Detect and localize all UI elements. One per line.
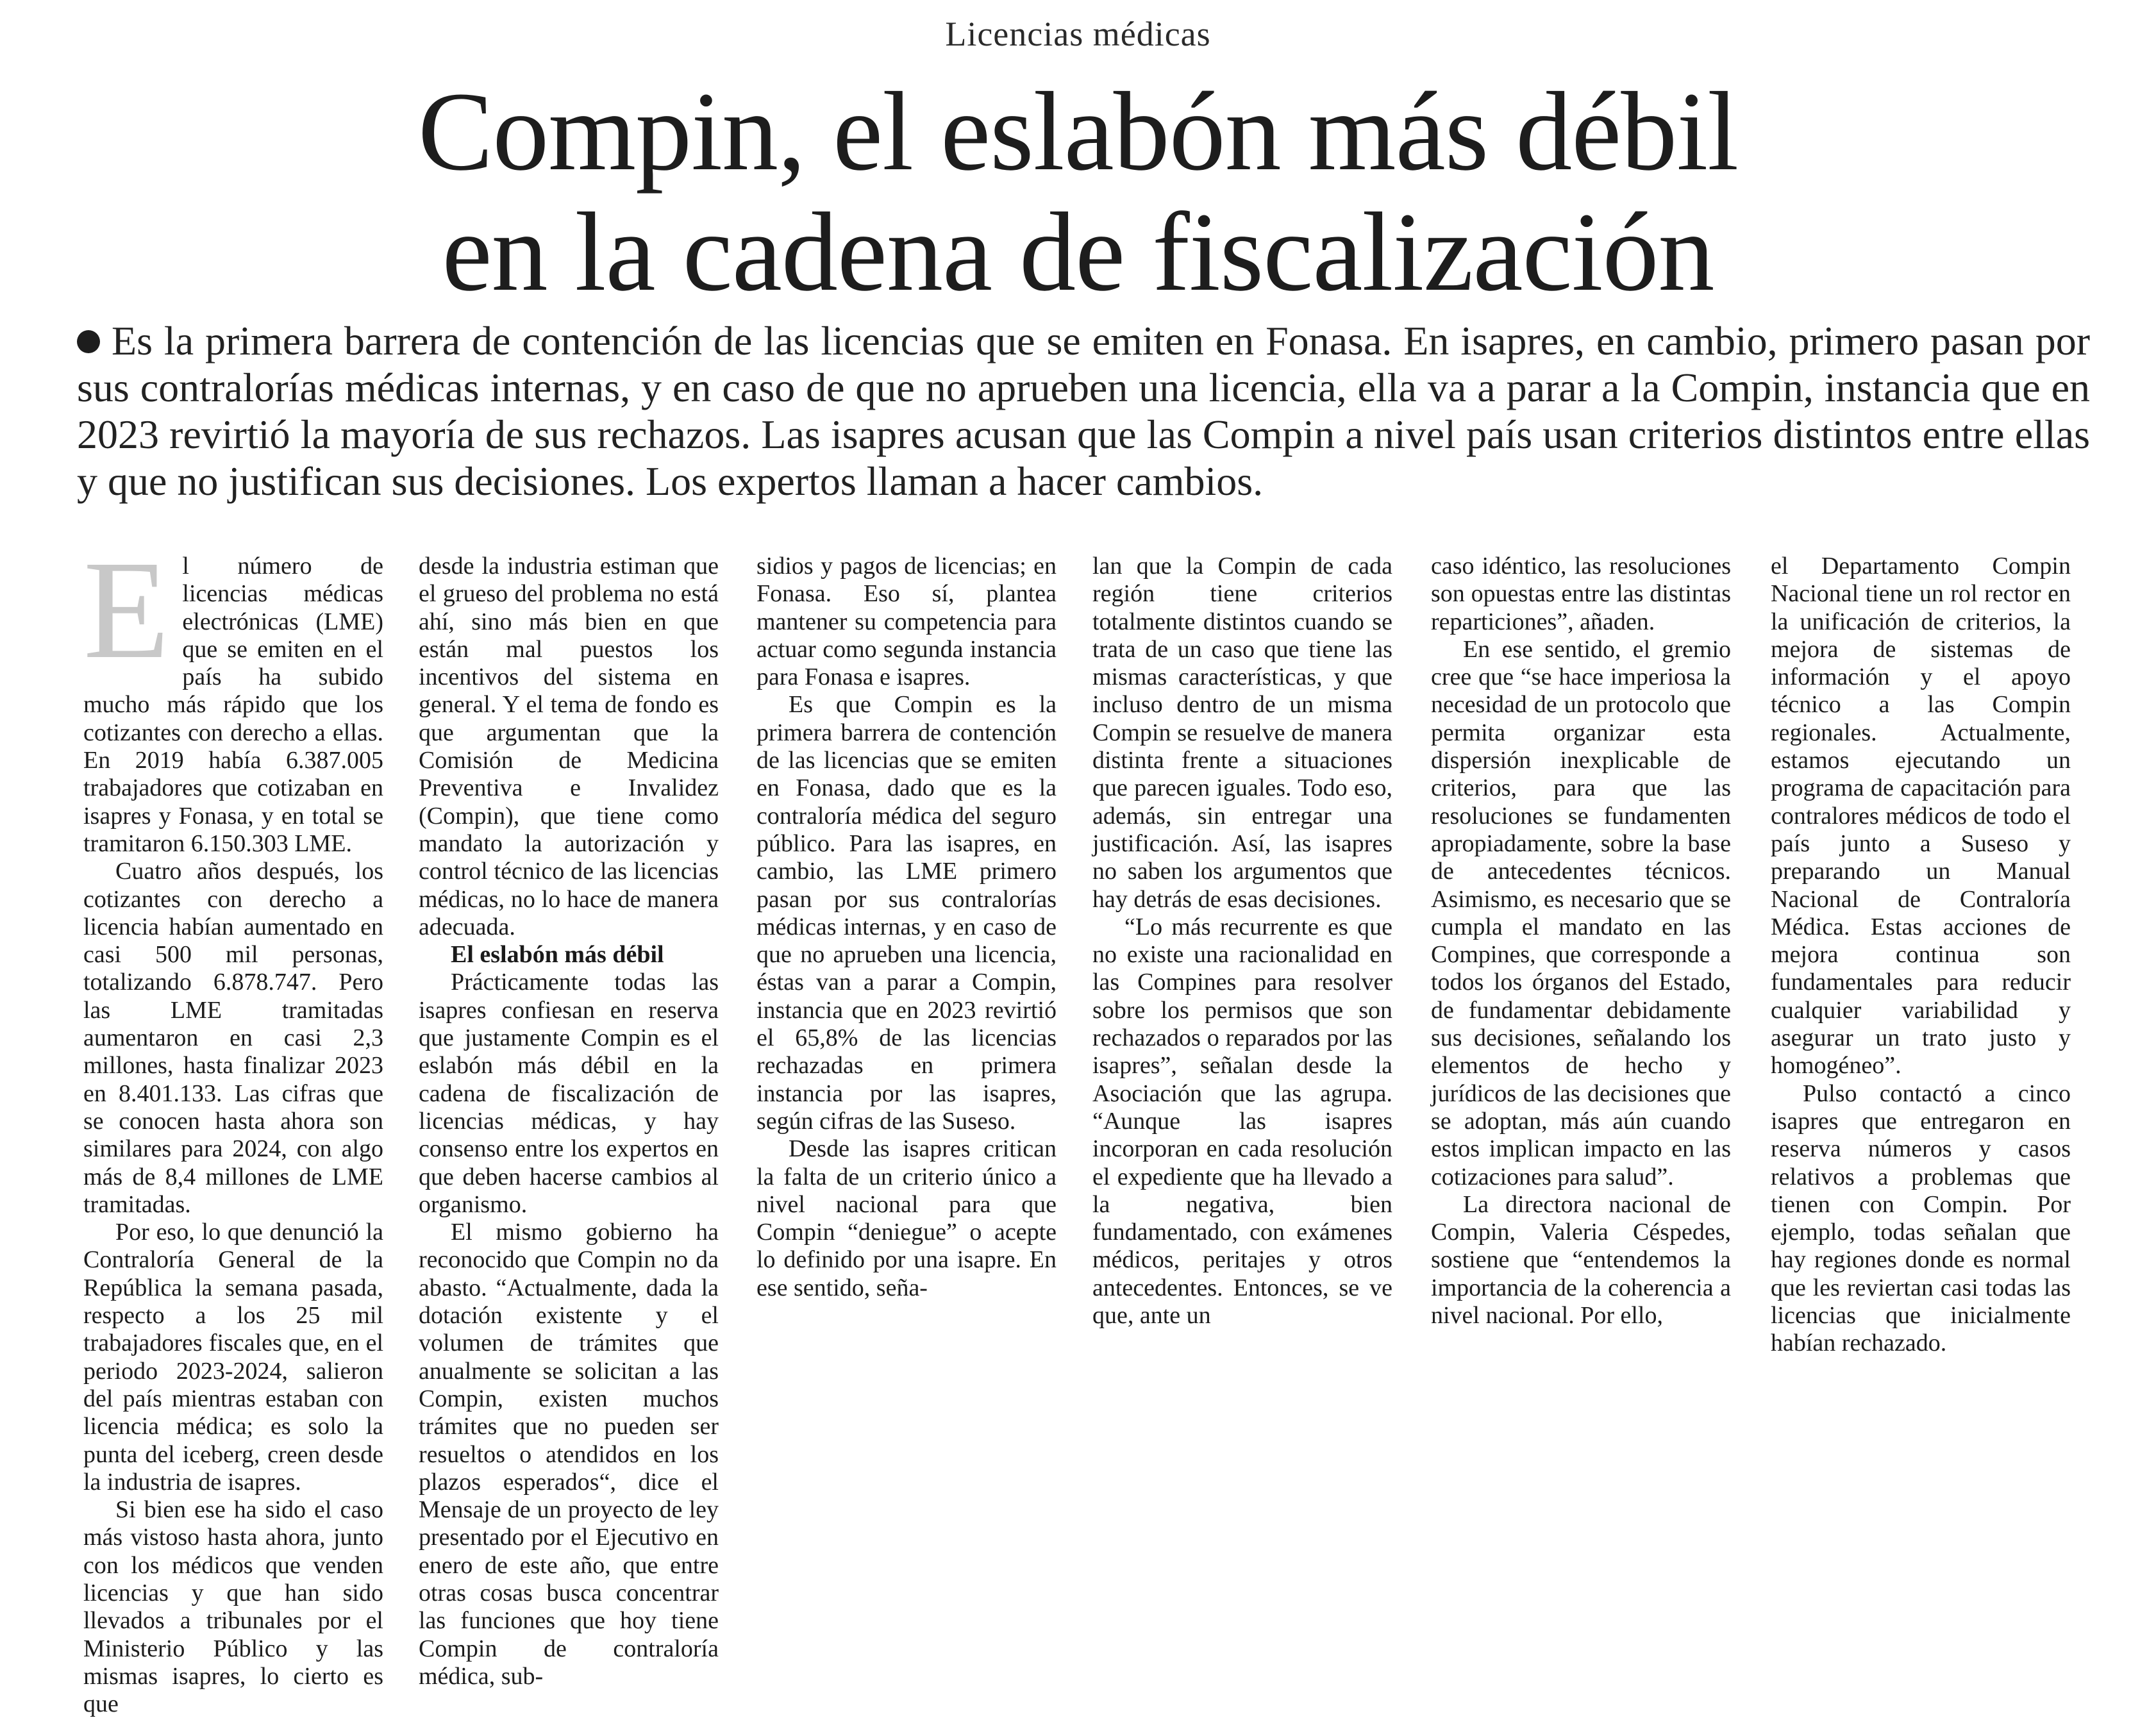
paragraph: En ese sentido, el gremio cree que “se hace imperiosa la necesidad de un protocolo que permita organizar esta dispersión inexplicable de criterios, para que las resoluciones se fundamenten apropiadamente, sobre la base de antecedentes técnicos. Asimismo, es necesario que se cumpla el mandato en las Compines, que corresponde a todos los órganos del Estado, de fundamentar debidamente sus decisiones, señalando los elementos de hecho y jurídicos de las decisiones que se adoptan, más aún cuando estos implican impacto en las cotizaciones para salud”. [1431, 635, 1731, 1190]
drop-cap: E [83, 531, 170, 688]
paragraph: sidios y pagos de licencias; en Fonasa. Eso sí, plantea mantener su competencia para actuar como segunda instancia para Fonasa e isapres. [756, 553, 1057, 691]
paragraph: l número de licencias médicas electrónicas (LME) que se emiten en el país ha subido mucho más rápido que los cotizantes con derecho a ellas. En 2019 había 6.387.005 trabajadores que cotizaban en isapres y Fonasa, y en total se tramitaron 6.150.303 LME. [83, 553, 383, 857]
headline-line-2: en la cadena de fiscalización [442, 190, 1714, 315]
section-kicker: Licencias médicas [945, 15, 1211, 53]
headline [0, 69, 2156, 315]
paragraph: desde la industria estiman que el grueso del problema no está ahí, sino más bien en que están mal puestos los incentivos del sistema en general. Y el tema de fondo es que argumentan que la Comisión de Medicina Preventiva e Invalidez (Compin), que tiene como mandato la autorización y control técnico de las licencias médicas, no lo hace de manera adecuada. [419, 553, 719, 940]
headline-line-1: Compin, el eslabón más débil [417, 69, 1739, 194]
article-column-2 [419, 553, 719, 1690]
deck-text: Es la primera barrera de contención de las licencias que se emiten en Fonasa. En isapres, en cambio, primero pasan por sus contralorías médicas internas, y en caso de que no aprueben una licencia, ella va a parar a la Compin, instancia que en 2023 revirtió la mayoría de sus rechazos. Las isapres acusan que las Compin a nivel país usan criterios distintos entre ellas y que no justifican sus decisiones. Los expertos llaman a hacer cambios. [77, 318, 2090, 504]
paragraph: Es que Compin es la primera barrera de contención de las licencias que se emiten en Fonasa, dado que es la contraloría médica del seguro público. Para las isapres, en cambio, las LME primero pasan por sus contralorías médicas internas, y en caso de que no aprueben una licencia, éstas van a parar a Compin, instancia que en 2023 revirtió el 65,8% de las licencias rechazadas en primera instancia por las isapres, según cifras de las Suseso. [756, 691, 1057, 1135]
article-column-4 [1092, 553, 1392, 1330]
article-column-3 [756, 553, 1057, 1302]
paragraph: Desde las isapres critican la falta de un criterio único a nivel nacional para que Compin “deniegue” o acepte lo definido por una isapre. En ese sentido, seña- [756, 1135, 1057, 1301]
paragraph: Prácticamente todas las isapres confiesan en reserva que justamente Compin es el eslabón más débil en la cadena de fiscalización de licencias médicas, y hay consenso entre los expertos en que deben hacerse cambios al organismo. [419, 969, 719, 1218]
bullet-icon [77, 330, 100, 353]
paragraph: Pulso contactó a cinco isapres que entregaron en reserva números y casos relativos a problemas que tienen con Compin. Por ejemplo, todas señalan que hay regiones donde es normal que les reviertan casi todas las licencias que inicialmente habían rechazado. [1771, 1080, 2071, 1357]
paragraph: Cuatro años después, los cotizantes con derecho a licencia habían aumentado en casi 500 mil personas, totalizando 6.878.747. Pero las LME tramitadas aumentaron en casi 2,3 millones, hasta finalizar 2023 en 8.401.133. Las cifras que se conocen hasta ahora son similares para 2024, con algo más de 8,4 millones de LME tramitadas. [83, 858, 383, 1218]
paragraph: caso idéntico, las resoluciones son opuestas entre las distintas reparticiones”, añaden. [1431, 553, 1731, 635]
paragraph: Por eso, lo que denunció la Contraloría General de la República la semana pasada, respecto a los 25 mil trabajadores fiscales que, en el periodo 2023-2024, salieron del país mientras estaban con licencia médica; es solo la punta del iceberg, creen desde la industria de isapres. [83, 1219, 383, 1496]
paragraph: lan que la Compin de cada región tiene criterios totalmente distintos cuando se trata de un caso que tiene las mismas características, y que incluso dentro de un misma Compin se resuelve de manera distinta frente a situaciones que parecen iguales. Todo eso, además, sin entregar una justificación. Así, las isapres no saben los argumentos que hay detrás de esas decisiones. [1092, 553, 1392, 913]
article-column-1 [83, 531, 383, 1718]
paragraph: el Departamento Compin Nacional tiene un rol rector en la unificación de criterios, la mejora de sistemas de información y el apoyo técnico a las Compin regionales. Actualmente, estamos ejecutando un programa de capacitación para contralores médicos de todo el país junto a Suseso y preparando un Manual Nacional de Contraloría Médica. Estas acciones de mejora continua son fundamentales para reducir cualquier variabilidad y asegurar un trato justo y homogéneo”. [1771, 553, 2071, 1080]
deck-summary [77, 317, 2090, 505]
article-column-5 [1431, 553, 1731, 1330]
article-column-6 [1771, 553, 2071, 1358]
subheading: El eslabón más débil [451, 941, 664, 969]
paragraph: Si bien ese ha sido el caso más vistoso hasta ahora, junto con los médicos que venden licencias y que han sido llevados a tribunales por el Ministerio Público y las mismas isapres, lo cierto es que [83, 1496, 383, 1718]
paragraph: “Lo más recurrente es que no existe una racionalidad en las Compines para resolver sobre los permisos que son rechazados o reparados por las isapres”, señalan desde la Asociación que las agrupa. “Aunque las isapres incorporan en cada resolución el expediente que ha llevado a la negativa, bien fundamentado, con exámenes médicos, peritajes y otros antecedentes. Entonces, se ve que, ante un [1092, 913, 1392, 1330]
paragraph: El mismo gobierno ha reconocido que Compin no da abasto. “Actualmente, dada la dotación existente y el volumen de trámites que anualmente se solicitan a las Compin, existen muchos trámites que no pueden ser resueltos o atendidos en los plazos esperados“, dice el Mensaje de un proyecto de ley presentado por el Ejecutivo en enero de este año, que entre otras cosas busca concentrar las funciones que hoy tiene Compin de contraloría médica, sub- [419, 1219, 719, 1690]
paragraph: La directora nacional de Compin, Valeria Céspedes, sostiene que “entendemos la importancia de la coherencia a nivel nacional. Por ello, [1431, 1190, 1731, 1330]
